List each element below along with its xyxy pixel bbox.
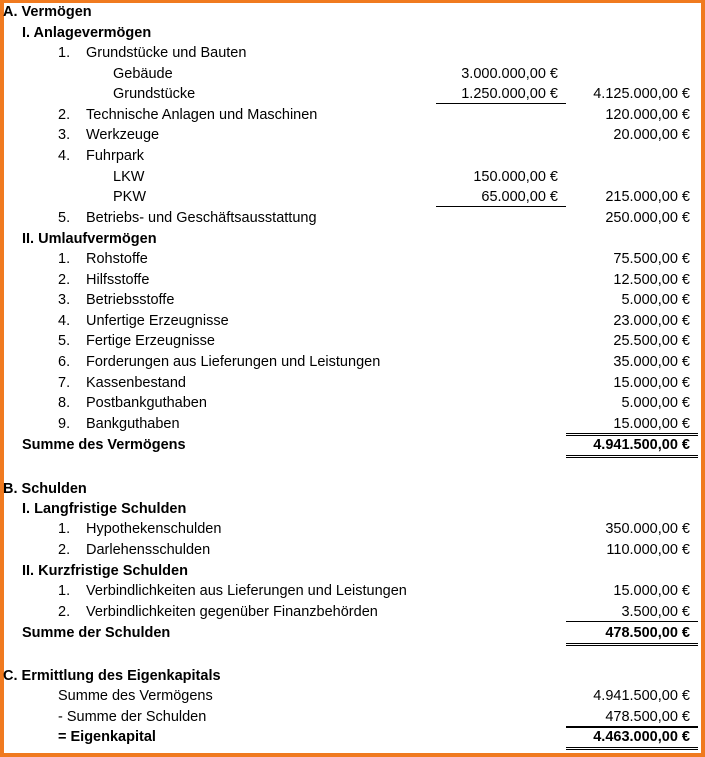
line-item (0, 519, 705, 539)
line-item (0, 686, 705, 706)
item-label: Betriebs- und Geschäftsausstattung (86, 209, 317, 226)
item-number: 1. (58, 583, 71, 599)
sub-item-label: PKW (113, 189, 147, 206)
item-number: 2. (58, 603, 71, 620)
amount: 35.000,00 € (613, 354, 690, 370)
amount: 15.000,00 € (613, 583, 690, 599)
amount: 15.000,00 € (613, 374, 690, 391)
amount: 4.125.000,00 € (593, 86, 690, 103)
line-item (0, 373, 705, 393)
item-label: Darlehensschulden (86, 541, 211, 558)
item-number: 3. (58, 127, 71, 144)
item-number: 8. (58, 395, 71, 412)
item-label: Bankguthaben (86, 415, 180, 432)
item-number: 5. (58, 333, 71, 350)
sum-debts-double-rule (566, 643, 698, 646)
line-item (0, 393, 705, 413)
line-item (0, 581, 705, 601)
line-item (0, 187, 705, 207)
item-number: 2. (58, 106, 71, 123)
item-number: 6. (58, 354, 71, 370)
section-a2-row (0, 229, 705, 249)
item-label: Kassenbestand (86, 374, 186, 391)
item-label: Forderungen aus Lieferungen und Leistungen (86, 354, 381, 370)
section-a2-title: II. Umlaufvermögen (22, 231, 157, 247)
result-double-rule (566, 747, 698, 750)
sub-amount: 150.000,00 € (473, 168, 558, 185)
sub-amount: 65.000,00 € (481, 189, 558, 206)
amount: 23.000,00 € (613, 312, 690, 329)
line-item (0, 727, 705, 747)
section-a-title: A. Vermögen (3, 4, 92, 20)
item-label: Verbindlichkeiten gegenüber Finanzbehörden (86, 603, 378, 620)
section-b2-row (0, 561, 705, 581)
line-item (0, 540, 705, 560)
result-top-rule (566, 727, 698, 728)
line-item (0, 43, 705, 63)
section-a1-title: I. Anlagevermögen (22, 25, 152, 41)
item-label: - Summe der Schulden (58, 708, 207, 725)
section-b-title: B. Schulden (3, 481, 87, 497)
item-label: = Eigenkapital (58, 729, 156, 746)
amount: 20.000,00 € (613, 127, 690, 144)
item-label: Postbankguthaben (86, 395, 207, 412)
item-number: 2. (58, 271, 71, 288)
sum-assets-value: 4.941.500,00 € (593, 437, 690, 453)
amount: 75.500,00 € (613, 251, 690, 267)
line-item (0, 290, 705, 310)
line-item (0, 352, 705, 372)
item-number: 3. (58, 292, 71, 309)
line-item (0, 270, 705, 290)
total-rule (566, 433, 698, 434)
line-item (0, 167, 705, 187)
item-label: Fuhrpark (86, 148, 145, 164)
sum-debts-value: 478.500,00 € (605, 625, 690, 641)
sum-assets-double-rule (566, 455, 698, 458)
item-label: Hilfsstoffe (86, 271, 150, 288)
item-number: 9. (58, 415, 71, 432)
item-number: 1. (58, 45, 71, 61)
item-number: 1. (58, 521, 71, 537)
line-item (0, 249, 705, 269)
sub-amount: 3.000.000,00 € (461, 65, 558, 82)
line-item (0, 707, 705, 727)
amount: 120.000,00 € (605, 106, 690, 123)
line-item (0, 105, 705, 125)
line-item (0, 146, 705, 166)
line-item (0, 84, 705, 104)
line-item (0, 64, 705, 84)
item-number: 4. (58, 148, 71, 164)
line-item (0, 414, 705, 434)
item-number: 5. (58, 209, 71, 226)
section-c-row (0, 666, 705, 686)
item-label: Werkzeuge (86, 127, 160, 144)
amount: 215.000,00 € (605, 189, 690, 206)
section-b1-title: I. Langfristige Schulden (22, 501, 187, 517)
amount: 15.000,00 € (613, 415, 690, 432)
line-item (0, 208, 705, 228)
amount: 3.500,00 € (621, 603, 690, 620)
section-b1-row (0, 499, 705, 519)
amount: 5.000,00 € (621, 395, 690, 412)
sum-debts-row (0, 623, 705, 643)
amount: 350.000,00 € (605, 521, 690, 537)
item-label: Grundstücke und Bauten (86, 45, 247, 61)
section-c-title: C. Ermittlung des Eigenkapitals (3, 668, 221, 684)
item-label: Verbindlichkeiten aus Lieferungen und Leistungen (86, 583, 407, 599)
line-item (0, 602, 705, 622)
line-item (0, 311, 705, 331)
sub-item-label: Gebäude (113, 65, 173, 82)
amount: 478.500,00 € (605, 708, 690, 725)
item-label: Rohstoffe (86, 251, 148, 267)
item-label: Unfertige Erzeugnisse (86, 312, 229, 329)
amount: 25.500,00 € (613, 333, 690, 350)
item-number: 1. (58, 251, 71, 267)
amount: 110.000,00 € (606, 541, 690, 558)
item-label: Fertige Erzeugnisse (86, 333, 215, 350)
sub-item-label: LKW (113, 168, 145, 185)
item-label: Betriebsstoffe (86, 292, 175, 309)
sum-assets-label: Summe des Vermögens (22, 437, 186, 453)
item-number: 7. (58, 374, 71, 391)
item-label: Summe des Vermögens (58, 688, 213, 704)
item-label: Hypothekenschulden (86, 521, 222, 537)
section-b2-title: II. Kurzfristige Schulden (22, 563, 188, 579)
amount: 250.000,00 € (605, 209, 690, 226)
amount: 4.941.500,00 € (593, 688, 690, 704)
total-rule (566, 621, 698, 622)
line-item (0, 331, 705, 351)
section-a-row (0, 2, 705, 22)
sub-amount: 1.250.000,00 € (461, 86, 558, 103)
item-number: 2. (58, 541, 71, 558)
line-item (0, 125, 705, 145)
item-label: Technische Anlagen und Maschinen (86, 106, 318, 123)
sum-assets-row (0, 435, 705, 455)
section-a1-row (0, 23, 705, 43)
item-number: 4. (58, 312, 71, 329)
amount: 12.500,00 € (613, 271, 690, 288)
sum-assets-top-rule (566, 435, 698, 436)
sum-debts-label: Summe der Schulden (22, 625, 171, 641)
amount: 4.463.000,00 € (593, 729, 690, 746)
section-b-row (0, 479, 705, 499)
amount: 5.000,00 € (621, 292, 690, 309)
sub-item-label: Grundstücke (113, 86, 196, 103)
